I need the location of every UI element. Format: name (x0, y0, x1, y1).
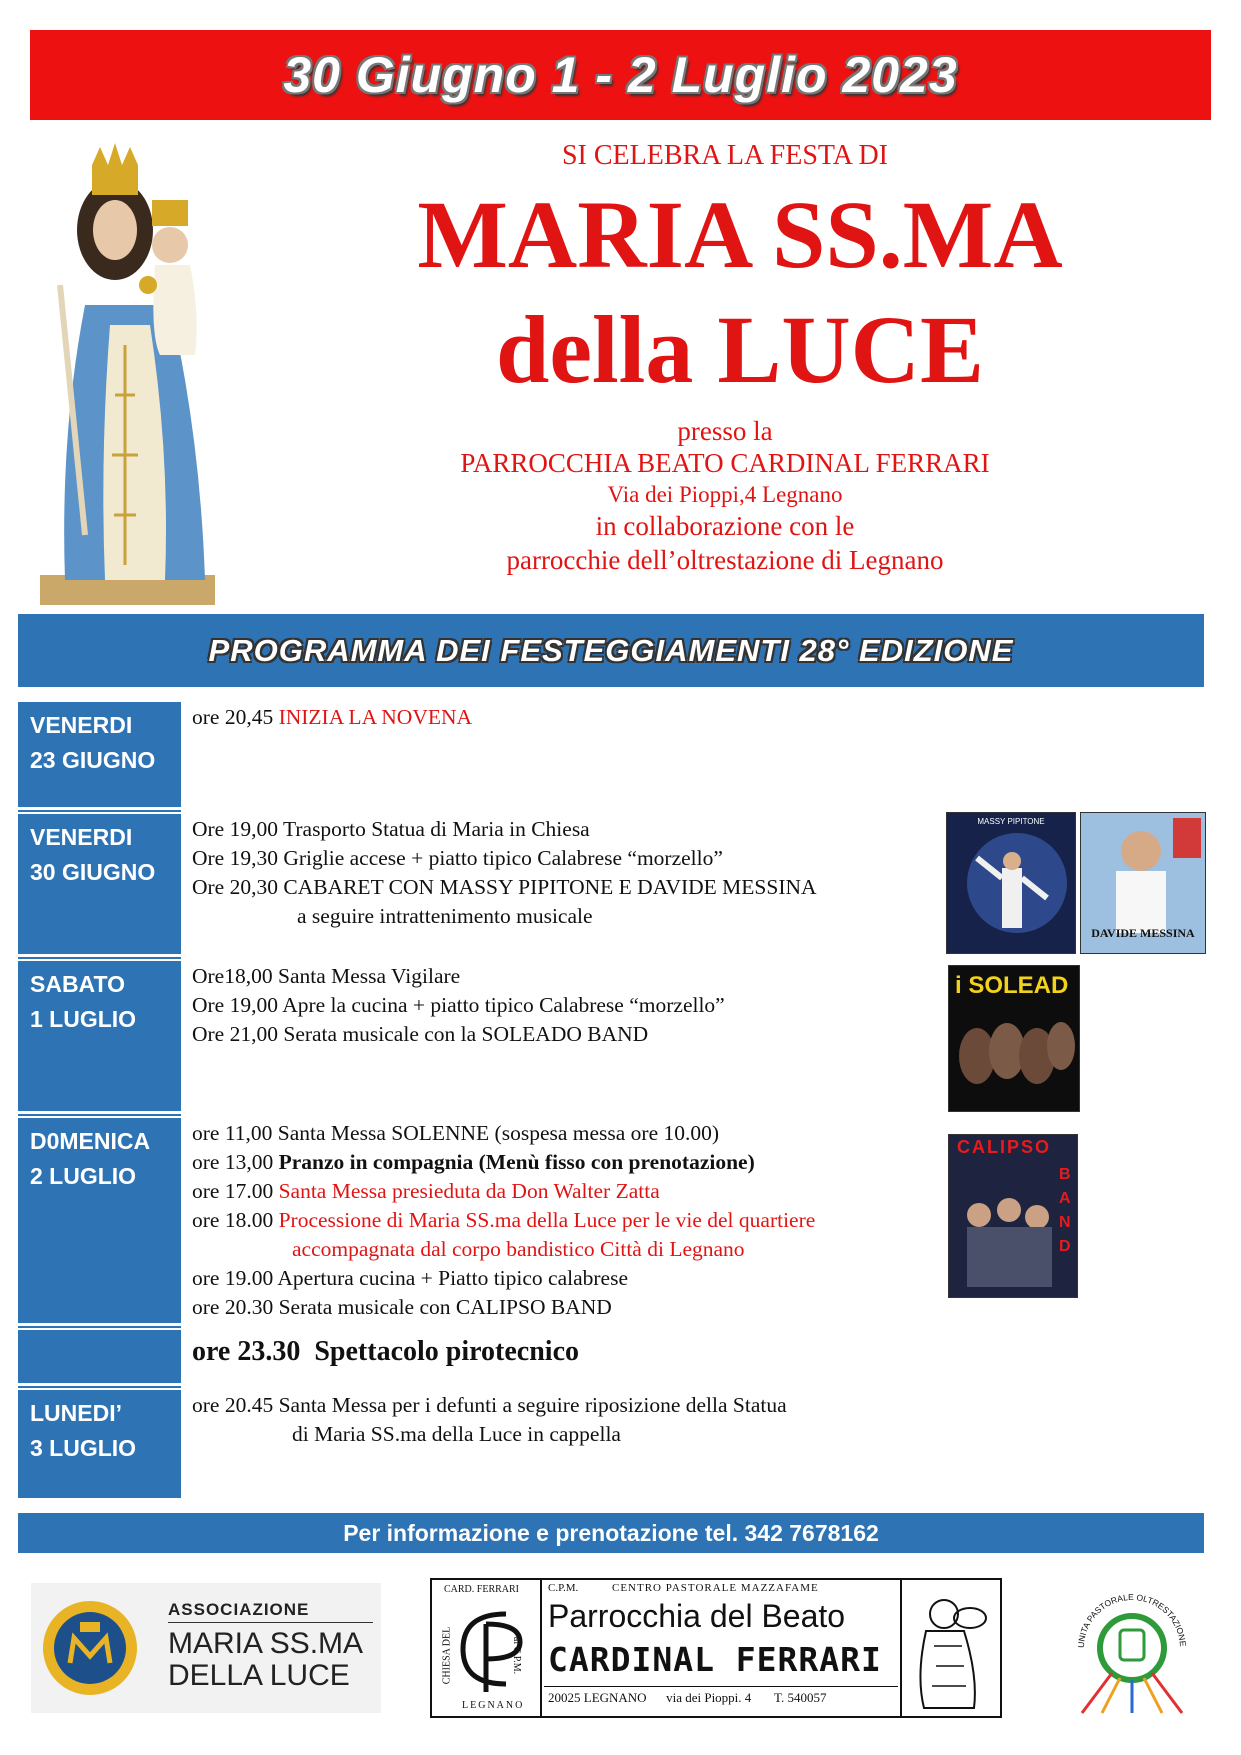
header-parrocchie: parrocchie dell’oltrestazione di Legnano (506, 545, 944, 575)
associazione-name: MARIA SS.MA DELLA LUCE (168, 1627, 364, 1692)
photo-calipso-band: CALIPSO BAND (948, 1134, 1078, 1298)
event-item: ore 11,00 Santa Messa SOLENNE (sospesa messa ore 10.00) (192, 1121, 720, 1145)
header-address: Via dei Pioppi,4 Legnano (607, 482, 843, 507)
event-item: di Maria SS.ma della Luce in cappella (292, 1422, 621, 1446)
event-item: accompagnata dal corpo bandistico Città di Legnano (292, 1237, 745, 1261)
event-list-day4 (192, 1119, 815, 1322)
associazione-label: ASSOCIAZIONE (168, 1600, 310, 1619)
event-item: Ore18,00 Santa Messa Vigilare (192, 964, 461, 988)
parrocchia-subtitle: CARDINAL FERRARI (548, 1640, 882, 1679)
day-label-lunedi-3: LUNEDI’ 3 LUGLIO (18, 1390, 181, 1498)
madonna-statue-image (30, 135, 220, 605)
photo-massy-pipitone: MASSY PIPITONE (946, 812, 1076, 954)
date-banner-text: 30 Giugno 1 - 2 Luglio 2023 (283, 47, 958, 103)
fireworks-event: ore 23.30 Spettacolo pirotecnico (192, 1336, 580, 1367)
event-item: ore 20.45 Santa Messa per i defunti a seguire riposizione della Statua (192, 1393, 787, 1417)
event-list-day3 (192, 962, 725, 1049)
program-banner (18, 614, 1204, 687)
day-label-venerdi-30: VENERDI 30 GIUGNO (18, 814, 181, 954)
unita-pastorale-logo-icon (1062, 1578, 1202, 1718)
event-item: Ore 19,30 Griglie accese + piatto tipico Calabrese “morzello” (192, 846, 723, 870)
header-subtitle: SI CELEBRA LA FESTA DI (561, 140, 889, 171)
event-list-day1 (192, 703, 472, 732)
event-item: Ore 21,00 Serata musicale con la SOLEADO BAND (192, 1022, 649, 1046)
photo-soleado-band: i SOLEAD (948, 965, 1080, 1112)
header-parrocchia: PARROCCHIA BEATO CARDINAL FERRARI (460, 448, 990, 478)
header-title-line2: della LUCE (495, 296, 985, 403)
event-item: a seguire intrattenimento musicale (297, 904, 593, 928)
event-item: ore 13,00 Pranzo in compagnia (Menù fisso con prenotazione) (192, 1150, 755, 1174)
event-list-day2 (192, 815, 817, 931)
header-title-line1: MARIA SS.MA (417, 181, 1063, 288)
info-bar (18, 1513, 1204, 1553)
info-text: Per informazione e prenotazione tel. 342 7678162 (343, 1519, 879, 1546)
header-collaborazione: in collaborazione con le (595, 511, 855, 541)
event-list-day5 (192, 1391, 787, 1449)
event-item: ore 20.30 Serata musicale con CALIPSO BAND (192, 1295, 612, 1319)
saint-with-lamb-icon (904, 1586, 996, 1712)
day-label-fireworks (18, 1330, 181, 1383)
header-presso: presso la (677, 416, 773, 446)
day-label-sabato-1: SABATO 1 LUGLIO (18, 961, 181, 1111)
program-title: PROGRAMMA DEI FESTEGGIAMENTI 28° EDIZIONE (208, 632, 1014, 668)
day-label-venerdi-23: VENERDI 23 GIUGNO (18, 702, 181, 807)
event-item: Ore 20,30 CABARET CON MASSY PIPITONE E DAVIDE MESSINA (192, 875, 817, 899)
event-item: Ore 19,00 Apre la cucina + piatto tipico Calabrese “morzello” (192, 993, 725, 1017)
photo-davide-messina: DAVIDE MESSINA (1080, 812, 1206, 954)
cpm-monogram-icon (458, 1604, 528, 1694)
event-item: Ore 19,00 Trasporto Statua di Maria in Chiesa (192, 817, 590, 841)
day-label-domenica-2: D0MENICA 2 LUGLIO (18, 1118, 181, 1323)
event-item: ore 18.00 Processione di Maria SS.ma della Luce per le vie del quartiere (192, 1208, 816, 1232)
associazione-emblem-icon (40, 1598, 140, 1698)
parrocchia-address: 20025 LEGNANO via dei Pioppi. 4 T. 540057 (548, 1690, 827, 1705)
event-item: ore 20,45 INIZIA LA NOVENA (192, 705, 473, 729)
event-item: ore 17.00 Santa Messa presieduta da Don Walter Zatta (192, 1179, 660, 1203)
date-banner (30, 30, 1211, 120)
unita-pastorale-text: UNITA PASTORALE OLTRESTAZIONE (1075, 1591, 1189, 1649)
parrocchia-title: Parrocchia del Beato (548, 1598, 846, 1634)
event-item: ore 19.00 Apertura cucina + Piatto tipico calabrese (192, 1266, 629, 1290)
